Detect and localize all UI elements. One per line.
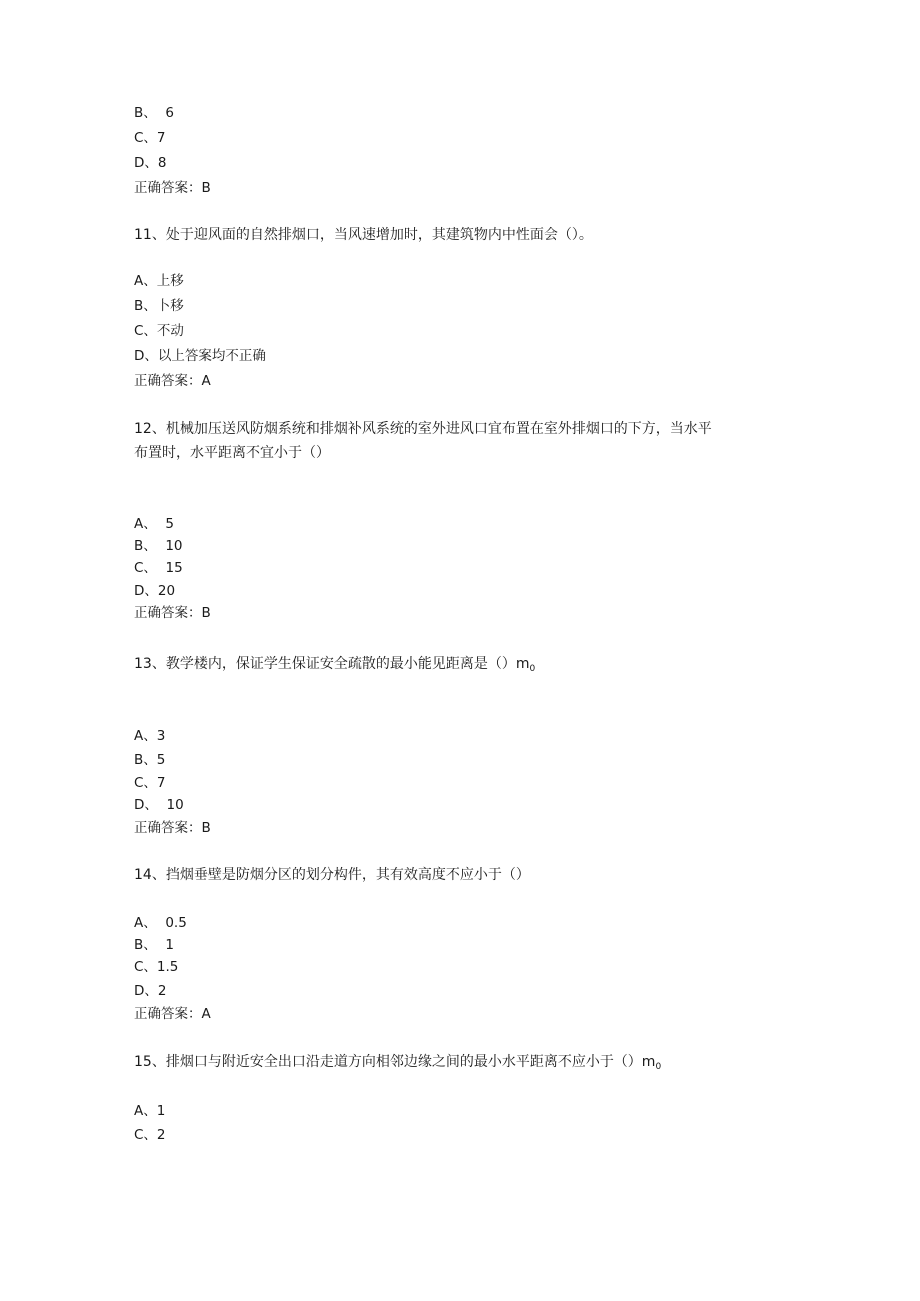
q13-option-c: C、7 <box>134 775 166 791</box>
question-11: 11、处于迎风面的自然排烟口，当风速增加时，其建筑物内中性面会（）。 <box>134 227 593 243</box>
question-15-text: 15、排烟口与附近安全出口沿走道方向相邻边缘之间的最小水平距离不应小于（）m <box>134 1054 656 1070</box>
q11-option-a: A、上移 <box>134 273 184 289</box>
q15-option-a: A、1 <box>134 1103 166 1119</box>
q12-option-c: C、 15 <box>134 560 183 576</box>
option-d: D、8 <box>134 155 167 171</box>
question-15-subscript: 0 <box>655 1062 662 1072</box>
q14-option-b: B、 1 <box>134 937 174 953</box>
q14-option-a: A、 0.5 <box>134 915 187 931</box>
q13-option-d: D、 10 <box>134 797 184 813</box>
q14-answer: 正确答案：A <box>134 1006 211 1022</box>
q12-answer: 正确答案：B <box>134 605 211 621</box>
option-b: B、 6 <box>134 105 174 121</box>
answer-line: 正确答案：B <box>134 180 211 196</box>
q12-option-b: B、 10 <box>134 538 183 554</box>
question-12-line-1: 12、机械加压送风防烟系统和排烟补风系统的室外进风口宜布置在室外排烟口的下方，当水平 <box>134 421 712 437</box>
q13-option-a: A、3 <box>134 728 166 744</box>
q11-option-d: D、以上答案均不正确 <box>134 348 266 364</box>
q11-option-b: B、卜移 <box>134 298 184 314</box>
question-15 <box>134 1053 661 1076</box>
question-12-line-2: 布置时，水平距离不宜小于（） <box>134 445 330 461</box>
q15-option-c: C、2 <box>134 1127 166 1143</box>
q11-answer: 正确答案：A <box>134 373 211 389</box>
q13-option-b: B、5 <box>134 752 166 768</box>
q14-option-c: C、1.5 <box>134 959 179 975</box>
q14-option-d: D、2 <box>134 983 167 999</box>
question-13 <box>134 655 535 678</box>
question-13-text: 13、教学楼内，保证学生保证安全疏散的最小能见距离是（）m <box>134 656 530 672</box>
q12-option-d: D、20 <box>134 583 176 599</box>
option-c: C、7 <box>134 130 166 146</box>
q13-answer: 正确答案：B <box>134 820 211 836</box>
question-13-subscript: 0 <box>529 664 536 674</box>
q11-option-c: C、不动 <box>134 323 184 339</box>
q12-option-a: A、 5 <box>134 516 174 532</box>
question-14: 14、挡烟垂壁是防烟分区的划分构件，其有效高度不应小于（） <box>134 867 530 883</box>
